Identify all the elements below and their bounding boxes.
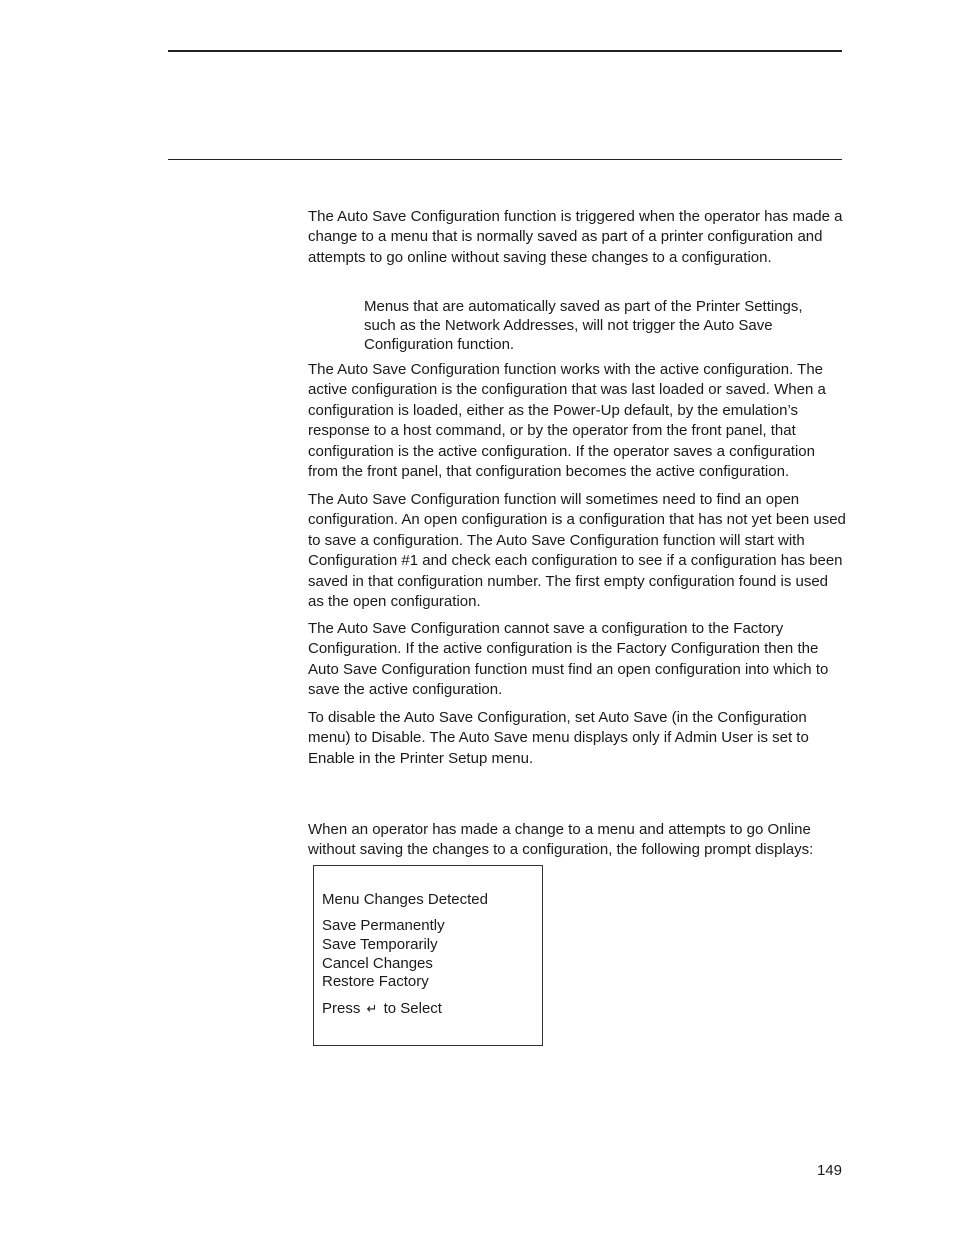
paragraph-intro: The Auto Save Configuration function is triggered when the operator has made a change to a menu that is normally saved as part of a printer configuration and attempts to go online without saving these changes to a configuration.: [308, 208, 843, 266]
prompt-select-label: to Select: [383, 1000, 442, 1017]
prompt-title: Menu Changes Detected: [322, 891, 488, 908]
paragraph-open-config: The Auto Save Configuration function will sometimes need to find an open configuration. An open configuration is a configuration that has not yet been used to save a configuration. The Auto Save Configuration function will start with Configuration #1 and check each configuration to see if a configuration has been saved in that configuration number. The first empty configuration found is used as the open configuration.: [308, 491, 846, 611]
prompt-option-save-permanently: Save Permanently: [322, 917, 445, 934]
prompt-option-cancel-changes: Cancel Changes: [322, 955, 433, 972]
prompt-option-restore-factory: Restore Factory: [322, 973, 429, 990]
page-number: 149: [816, 1162, 842, 1179]
note-text: Menus that are automatically saved as part of the Printer Settings, such as the Network Addresses, will not trigger the Auto Save Configuration function.: [364, 298, 803, 353]
section-rule: [168, 159, 842, 160]
paragraph-prompt-intro: When an operator has made a change to a menu and attempts to go Online without saving the changes to a configuration, the following prompt displays:: [308, 821, 814, 859]
paragraph-factory-config: The Auto Save Configuration cannot save a configuration to the Factory Configuration. If the active configuration is the Factory Configuration then the Auto Save Configuration function must find an open configuration into which to save the active configuration.: [308, 620, 829, 699]
paragraph-disable: To disable the Auto Save Configuration, set Auto Save (in the Configuration menu) to Disable. The Auto Save menu displays only if Admin User is set to Enable in the Printer Setup menu.: [308, 709, 809, 767]
prompt-press-label: Press: [322, 1000, 361, 1017]
paragraph-active-config: The Auto Save Configuration function works with the active configuration. The active configuration is the configuration that was last loaded or saved. When a configuration is loaded, either as the Power-Up default, by the emulation’s response to a host command, or by the operator from the front panel, that configuration is the active configuration. If the operator saves a configuration from the front panel, that configuration becomes the active configuration.: [308, 361, 826, 481]
prompt-display: [313, 865, 543, 1046]
prompt-instruction: [322, 999, 442, 1018]
prompt-option-save-temporarily: Save Temporarily: [322, 936, 438, 953]
header-rule: [168, 50, 842, 52]
enter-key-icon: ↵: [366, 1001, 378, 1016]
